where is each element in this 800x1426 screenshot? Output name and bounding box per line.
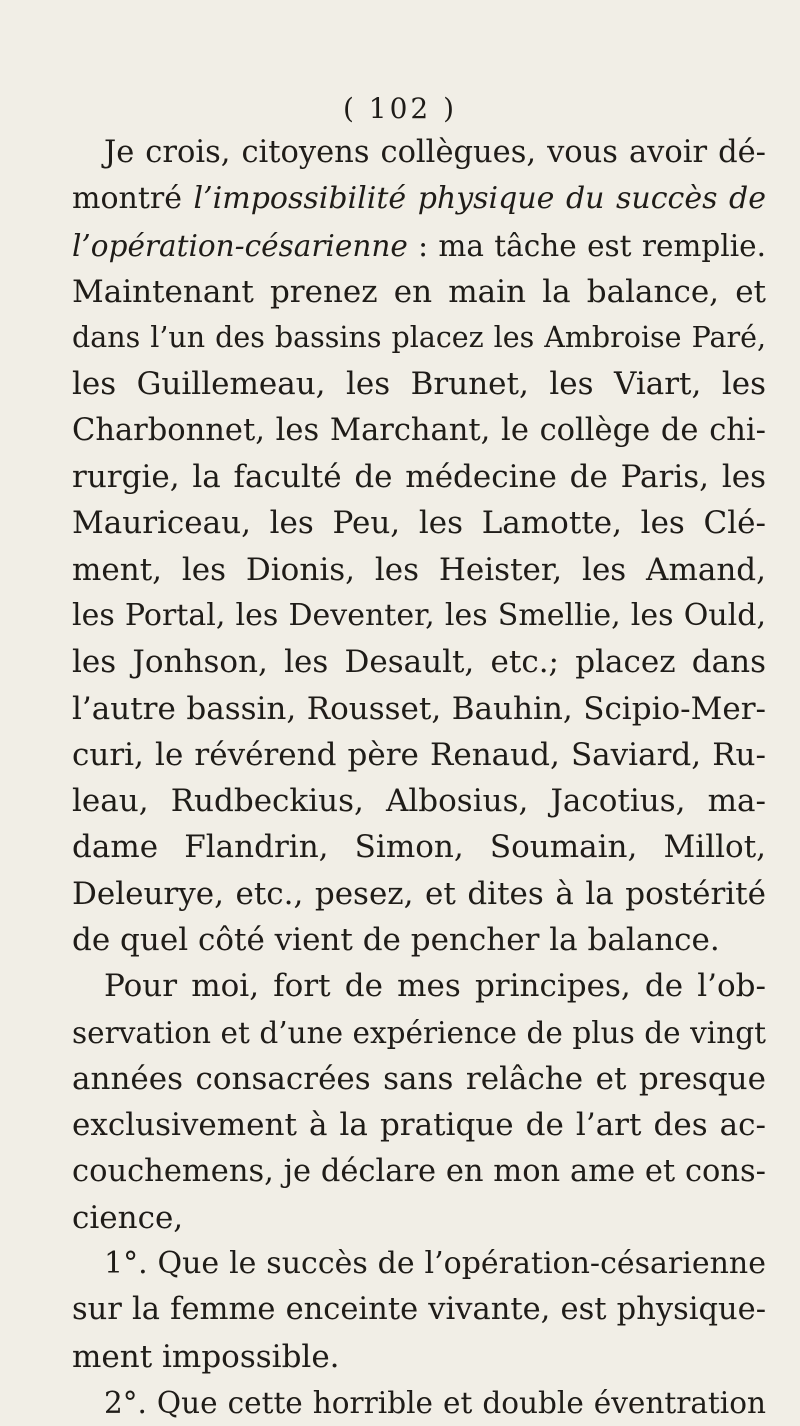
text-segment: leau, Rudbeckius, Albosius, Jacotius, ma- [72, 783, 766, 820]
italic-segment: l’opération-césarienne [72, 228, 408, 263]
text-segment: dame Flandrin, Simon, Soumain, Millot, [72, 829, 766, 866]
text-segment: Deleurye, etc., pesez, et dites à la postérité [72, 875, 766, 912]
text-segment: couchemens, je déclare en mon ame et cons- [72, 1153, 766, 1189]
text-line [72, 593, 766, 639]
text-segment: les Guillemeau, les Brunet, les Viart, les [72, 366, 766, 403]
text-segment: 1°. Que le succès de l’opération-césarienne [104, 1246, 766, 1282]
text-segment: sur la femme enceinte vivante, est physique- [72, 1292, 766, 1328]
text-segment: servation et d’une expérience de plus de vingt [72, 1015, 766, 1050]
text-line [72, 223, 766, 269]
text-line [72, 454, 766, 500]
text-line [72, 639, 766, 685]
text-segment: curi, le révérend père Renaud, Saviard, Ru- [72, 736, 766, 773]
text-line [72, 778, 766, 824]
text-segment: l’autre bassin, Rousset, Bauhin, Scipio-Mer- [72, 690, 766, 727]
text-line [72, 1056, 766, 1102]
text-line [72, 1334, 766, 1380]
text-line [72, 1010, 766, 1056]
text-line [72, 871, 766, 917]
text-segment: Maintenant prenez en main la balance, et [72, 273, 766, 310]
text-segment: Mauriceau, les Peu, les Lamotte, les Clé- [72, 505, 766, 542]
text-segment: ment impossible. [72, 1338, 340, 1375]
page-number: ( 102 ) [342, 92, 458, 125]
text-line [72, 1380, 766, 1426]
text-segment: exclusivement à la pratique de l’art des ac- [72, 1107, 766, 1144]
text-line [72, 547, 766, 593]
text-segment: Je crois, citoyens collègues, vous avoir dé- [104, 135, 766, 170]
text-segment: Pour moi, fort de mes principes, de l’ob- [104, 968, 766, 1005]
text-segment: ment, les Dionis, les Heister, les Amand, [72, 551, 766, 588]
text-line [72, 176, 766, 222]
text-segment: de quel côté vient de pencher la balance. [72, 922, 720, 959]
text-segment: les Jonhson, les Desault, etc.; placez dans [72, 644, 766, 681]
text-segment: montré [72, 181, 194, 217]
text-segment: cience, [72, 1199, 184, 1236]
body-text [72, 130, 766, 1426]
text-line [72, 1241, 766, 1287]
text-segment: : ma tâche est remplie. [407, 228, 766, 263]
text-segment: Charbonnet, les Marchant, le collège de chi- [72, 412, 766, 448]
text-line [72, 917, 766, 963]
text-line [72, 315, 766, 361]
text-line [72, 824, 766, 870]
text-line [72, 130, 766, 176]
text-line [72, 500, 766, 546]
text-line [72, 963, 766, 1009]
text-line [72, 1102, 766, 1148]
text-segment: années consacrées sans relâche et presque [72, 1060, 766, 1097]
text-line [72, 732, 766, 778]
text-segment: rurgie, la faculté de médecine de Paris, les [72, 459, 766, 496]
text-line [72, 1287, 766, 1333]
text-line [72, 1195, 766, 1241]
text-segment: 2°. Que cette horrible et double éventration [104, 1386, 766, 1421]
text-line [72, 1149, 766, 1195]
text-line [72, 408, 766, 454]
text-segment: les Portal, les Deventer, les Smellie, les Ould, [72, 597, 766, 633]
text-line [72, 361, 766, 407]
text-segment: dans l’un des bassins placez les Ambroise Paré, [72, 321, 766, 355]
text-line [72, 686, 766, 732]
text-line [72, 269, 766, 315]
italic-segment: l’impossibilité physique du succès de [193, 181, 766, 217]
